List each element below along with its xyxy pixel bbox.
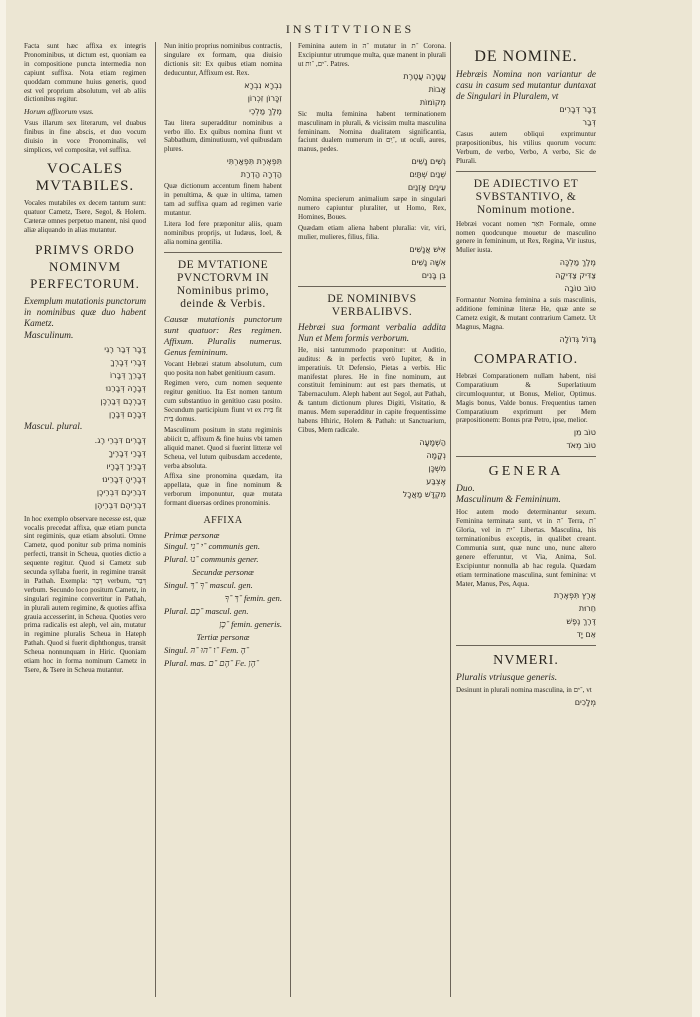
section-divider — [456, 645, 596, 646]
affixa-row: Plural. ־נוּ communis gener. — [164, 554, 259, 565]
hebrew-line: נִבְרָא נִבְרָא — [244, 80, 282, 90]
nomine-lead: Hebræis Nomina non variantur de casu in casum sed mutantur duntaxat de Singulari in Pluralem, vt — [456, 69, 596, 101]
hebrew-line: טוֹב מְאֹד — [566, 441, 596, 451]
column-rule — [290, 42, 291, 997]
paragraph: Feminina autem in ־ה mutatur in ־ת Corona. Excipiuntur utrumque multa, quæ manent in plurali ut ־ים, ־ות. Patres. — [298, 42, 446, 68]
hebrew-line: מְלָכִים — [574, 698, 596, 708]
hebrew-line: מֶלֶךְ מַלְכֵי — [249, 106, 282, 116]
hebrew-line: זִכָּרוֹן זִכְרוֹן — [247, 93, 282, 103]
hebrew-line: דִּבְרֵיכֶם דִּבְרֵיכֶן — [96, 487, 146, 497]
hebrew-line: דְּבָרָהּ דְּבָרֵנוּ — [105, 383, 146, 393]
column-rule — [450, 42, 451, 997]
hebrew-line: דְּבָרֶיהָ דְּבָרֵינוּ — [102, 474, 146, 484]
section-heading-vocales: VOCALES MVTABILES. — [35, 160, 135, 194]
hebrew-line: עֲטָרָה עֲטֶרֶת — [403, 71, 446, 81]
hebrew-line: אֶרֶץ תִּפְאֶרֶת — [553, 591, 596, 601]
genera-lead: Masculinum & Femininum. — [456, 495, 561, 506]
page-left-edge — [0, 0, 6, 1017]
genera-subheading: Duo. — [456, 484, 475, 495]
hebrew-line: עֵינַיִם אָזְנַיִם — [407, 183, 446, 193]
page-right-edge — [692, 0, 700, 1017]
hebrew-line: דָּבָר דְּבָרִים — [559, 105, 596, 114]
hebrew-paradigm-singular — [24, 344, 146, 420]
paragraph: He, nisi tantummodo præponitur: ut Auditio, auditus: & in perfectis verò Iupiter, & in imperatiuis. Ut Defensio, Pietas a verbis. Hic manifestat plures. He in fine nominum, aut constituit femininum: aut est pars thematis, ut Tabernaculum. Aleph habent aut Segol, aut Pathah, & tantum dictionum plures Digiti, Visitatio, & manus. Mem superadditur in capite frequentissime habens Hhiric, Holem & Pathah: ut Sanctuarium, Cibus, Mem radicale. — [298, 345, 446, 434]
hebrew-line: דְּבָרֵךְ דְּבָרוֹ — [109, 370, 146, 380]
section-heading-numeri: NVMERI. — [493, 653, 559, 669]
hebrew-line: דְּבַרְכֶם דְּבַרְכֶן — [100, 396, 146, 406]
paragraph: Quæ dictionum accentum finem habent in penultima, & quæ in ultima, tamen tam ad suffixa quam ad regimen varie mutantur. — [164, 182, 282, 217]
hebrew-line: אִישׁ אֲנָשִׁים — [409, 244, 446, 254]
hebrew-line: דְּבָרִי דְּבָרְךָ — [110, 357, 146, 367]
hebrew-line: חֵרוּת — [578, 604, 596, 614]
paragraph: Sic multa feminina habent terminationem masculinam in plurali, & vicissim multa masculina femininam. Nomina dualitatem significantia, faciunt dualem numerum in ־ַיִם, ut oculi, aures, manus, pedes. — [298, 109, 447, 154]
running-head: INSTITVTIONES — [285, 22, 415, 36]
hebrew-line: צַדִּיק צַדִּיקָה — [555, 271, 596, 281]
hebrew-line: דְּבָרַי דְּבָרֶיךָ — [108, 448, 146, 458]
hebrew-line: בֵּן בָּנִים — [421, 270, 446, 280]
section-heading-nomine: DE NOMINE. — [474, 48, 578, 65]
prima-persona-label: Primæ personæ — [164, 530, 220, 541]
paragraph: Vsus illarum sex literarum, vel duabus finibus in fine abscis, et duo vocum diuisio in voce Pronominalis, vel simplices, vel compositæ, vel suffixa. — [24, 119, 146, 155]
hebrew-line: אֶצְבַּע — [426, 476, 446, 486]
affixa-row: Plural. ־כֶם mascul. gen. — [164, 606, 249, 617]
hebrew-line: נְקָמָה — [426, 450, 446, 460]
paragraph: Desinunt in plurali nomina masculina, in ־ים, vt — [456, 686, 592, 695]
section-heading-comparatio: COMPARATIO. — [473, 351, 579, 367]
hebrew-line: הַדְרָה הַדְרַת — [240, 170, 282, 180]
masculinum-label: Masculinum. — [24, 330, 74, 341]
section-heading-primus-ordo: PRIMVS ORDO NOMINVM PERFECTORUM. — [30, 241, 140, 291]
paragraph: Litera Iod fere præponitur aliis, quam nominibus proprijs, ut Iudæus, Ioel, & alia nomina gentilia. — [164, 219, 282, 246]
column-4 — [456, 42, 596, 710]
paragraph: Nomina specierum animalium sæpe in singulari numero capiuntur pluraliter, ut Homo, Rex, Homines, Boues. — [298, 195, 446, 222]
paragraph: Formantur Nomina feminina a suis masculinis, additione femininæ literæ He, quæ ante se Cametz exigit, & mutant contrarium Cametz. Ut Magnus, Magna. — [456, 296, 596, 331]
column-2 — [164, 42, 282, 671]
paragraph: Hebræi Comparationem nullam habent, nisi Comparatiuum & Superlatiuum circumloquuntur, ut Bonus, Melior, Optimus. Magis bonus, Valde bonus. Frequentius tamen Comparatiuum exprimunt per Mem præpositionem: Bonus præ Petro, ipse, melior. — [456, 371, 596, 425]
hebrew-line: אִשָּׁה נָשִׁים — [411, 257, 446, 267]
paragraph: Facta sunt hæc affixa ex integris Pronominibus, ut dictum est, quoniam ea in compositione puncta intermedia non capiunt suffixa. Nota etiam regimen quoddam commune huius generis, quod est vel proprium absolutum, vel ab aliis dictionibus regitur. — [24, 42, 146, 104]
hebrew-line: מִשְׁכָּן — [428, 463, 446, 473]
paragraph: Vocant Hebræi statum absolutum, cum quo posita non habet genitiuum casum. — [164, 359, 282, 377]
hebrew-line: דֶּרֶךְ נֶפֶשׁ — [566, 617, 596, 627]
paragraph: Vocales mutabiles ex decem tantum sunt: quatuor Cametz, Tsere, Segol, & Holem. Cæteræ omnes perpetuo manent, nisi quod aliæ aliquando in alias mutantur. — [24, 198, 146, 234]
hebrew-line: דִּבְרֵיהֶם דִּבְרֵיהֶן — [94, 500, 146, 510]
column-3 — [298, 42, 446, 502]
hebrew-line: תִּפְאֶרֶת תִּפְאַרְתִּי — [226, 157, 282, 167]
affixa-row: Singul. ־ךָ ־ךְ mascul. gen. — [164, 580, 253, 591]
note-heading: Horum affixorum vsus. — [24, 107, 94, 117]
paragraph: Hebræi vocant nomen תֹּאַר Formale, omne nomen quodcunque mouetur de masculino genere in femininum, ut Rex, Regina, Vir iustus, Mulier iusta. — [456, 219, 596, 255]
affixa-row: ־כֶן femin. generis. — [219, 619, 282, 630]
section-heading-verbalibus: DE NOMINIBVS VERBALIBVS. — [327, 292, 417, 318]
hebrew-line: גָּדוֹל גְּדוֹלָה — [559, 334, 596, 344]
hebrew-line: דְּבַר — [582, 118, 596, 127]
hebrew-line: דְּבָרַיִךְ דְּבָרָיו — [106, 461, 146, 471]
hebrew-line: דָּבָר דְּבַר רֶגִי — [104, 344, 146, 354]
section-divider — [164, 252, 282, 253]
paragraph: Tau litera superadditur nominibus a verbo illo. Ex quibus nomina fiunt vt Sabbathum, diminutiuum, vel quibusdam plures. — [164, 118, 282, 154]
hebrew-line: דְּבָרָם דְּבָרָן — [108, 409, 146, 419]
hebrew-line: אֵם יָד — [576, 630, 596, 640]
section-divider — [456, 456, 596, 457]
paragraph: Regimen vero, cum nomen sequente regitur genitiuo. Ita Est nomen tantum cum substantiuo in genitiuo casu posito. Secundum participium fiunt vt ex בַּיִת fit בֵּית domus. — [164, 379, 282, 424]
hebrew-line: אָבוֹת — [428, 84, 446, 94]
section-heading-adiectivo: DE ADIECTIVO ET SVBSTANTIVO, & Nominum motione. — [473, 177, 579, 216]
hebrew-line: דְּבָרִים דִּבְרֵי רֶג. — [94, 435, 146, 445]
affixa-row: Secundæ personæ — [192, 567, 254, 578]
column-rule — [155, 42, 156, 997]
affixa-row: ־ךְ ־ךָ femin. gen. — [224, 593, 282, 604]
masculine-plural-label: Mascul. plural. — [24, 421, 83, 432]
hebrew-line: מִקְדָּשׁ מַאֲכָל — [402, 489, 446, 499]
causae-heading: Causæ mutationis punctorum sunt quatuor: Res regimen. Affixum. Pluralis numerus. Genus femininum. — [164, 313, 282, 357]
section-divider — [298, 286, 446, 287]
hebrew-paradigm-plural — [24, 435, 146, 511]
hebrew-line: טוֹב טוֹבָה — [564, 284, 596, 294]
section-divider — [456, 171, 596, 172]
hebrew-line: הַשְׁמָעָה — [419, 437, 446, 447]
affixa-table — [164, 541, 282, 669]
section-heading-mutatione: DE MVTATIONE PVNCTORVM IN Nominibus primo, deinde & Verbis. — [176, 258, 270, 310]
paragraph: Casus autem obliqui exprimuntur præpositionibus, his vtilius quorum vocum: Verbum, de verbo, Verbo, A verbo, Sic de Plurali. — [456, 130, 596, 165]
hebrew-line: מֶלֶךְ מַלְכָּה — [559, 258, 596, 268]
affixa-row: Plural. mas. ־הֶם ־ם Fe. ־הֶן — [164, 658, 259, 669]
hebrew-line: טוֹב מִן — [573, 428, 596, 438]
verbalia-lead: Hebræi sua formant verbalia addita Nun et Mem formis verborum. — [298, 321, 446, 343]
paragraph: Hoc autem modo determinantur sexum. Feminina terminata sunt, vt in ־ה Terra, ־ת Gloria, vel in ־ית Libertas. Masculina, his terminationibus exceptis, in qualibet creant. Communia sunt, quæ nunc uno, nunc altero genere efferuntur, vt Via, Anima, Sol. Excipiuntur nonnulla ab hac regula. Quædam etiam terminatione masculina, sunt feminina: vt Mater, Manus, Pes, Aqua. — [456, 508, 596, 588]
affixa-row: Singul. ־ו ־הוּ ־הּ Fem. ־הָ — [164, 645, 249, 656]
column-1 — [24, 42, 146, 677]
hebrew-line: נְשִׁים נָשִׁים — [411, 157, 446, 167]
numeri-lead: Pluralis vtriusque generis. — [456, 673, 558, 684]
affixa-heading: AFFIXA — [203, 515, 243, 527]
affixa-row: Singul. ־י ־נִי communis gen. — [164, 541, 260, 552]
section-heading-genera: GENERA — [488, 464, 564, 480]
affixa-row: Tertiæ personæ — [196, 632, 250, 643]
paragraph: Quædam etiam aliena habent pluralia: vir, viri, mulier, mulieres, filius, filia. — [298, 223, 446, 241]
hebrew-line: מְקוֹמוֹת — [419, 97, 446, 107]
paragraph: Nun initio proprius nominibus contractis, singulare ex formam, qua diuisio dictionis sit: Ex quibus etiam nomina deducuntur, Affixum est. Rex. — [164, 42, 282, 77]
hebrew-line: שְׁנַיִם שְׁתַּיִם — [409, 170, 446, 180]
exemplum-heading: Exemplum mutationis punctorum in nominibus quæ duo habent Kametz. — [24, 295, 146, 328]
paragraph: Affixa sine pronomina quædam, ita appellata, quæ in fine nominum & verborum imponuntur, quæ mutata formant diuersas ordines pronominis. — [164, 472, 282, 508]
paragraph: In hoc exemplo observare necesse est, quæ vocalis precedat affixa, quæ etiam puncta sint regiminis, quæ etiam absoluti. Omne Cametz, quod ponitur sub prima nominis perfecti, transit in Scheua, quoties dictio a sequente regitur. Quod si Cametz sub secunda syllaba fuerit, in regimine transit in Pathah. Exempla: דָּבָר verbum, דְּבַר verbum. Secundo loco positum Cametz, in singulari regimine convertitur in Pathah, in plurali autem regimine, & quoties affixa grauia accesserint, in Scheua. Quoties vero prima radicalis est aleph, vel ain, mutatur in regimine pluralis Scheua in Hateph Pathah. Quod si fuerit diphthongus, transit Scheua nonnunquam in Hiric. Quoniam etiam hoc in forma nominum Cametz in Tsere, & Tsere in Scheua mutantur. — [24, 514, 146, 674]
paragraph: Masculinum positum in statu regiminis abiicit ם, affixum & fine huius vbi tamen aliquid manet. Quod si fuerint litteræ vel Scheua, vel lutum quibusdam accedente, verba absoluta. — [164, 425, 282, 470]
